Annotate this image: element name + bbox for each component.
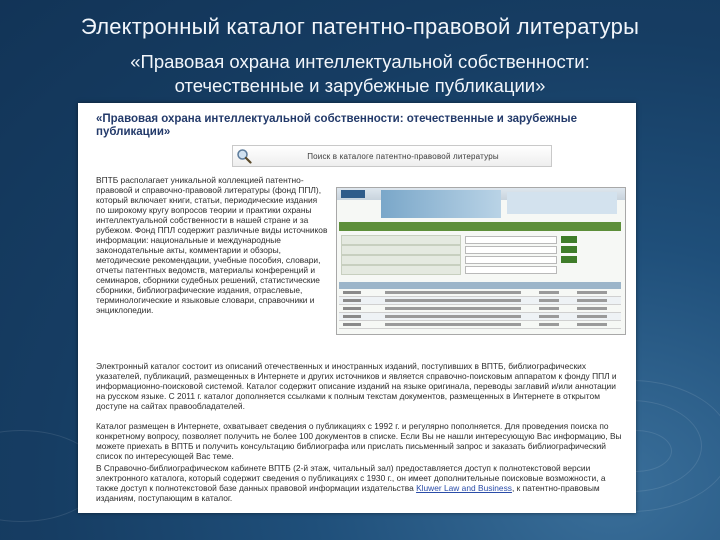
- thumbnail-table-row: [339, 321, 621, 329]
- thumbnail-field: [465, 266, 557, 274]
- thumbnail-field: [465, 236, 557, 244]
- catalog-search-bar[interactable]: [232, 145, 552, 167]
- thumbnail-form-row: [341, 235, 461, 245]
- slide-subtitle-line1: «Правовая охрана интеллектуальной собственности:: [130, 51, 590, 72]
- thumbnail-button: [561, 246, 577, 253]
- thumbnail-nav-bar: [339, 222, 621, 231]
- slide-subtitle: [0, 50, 720, 98]
- kluwer-link[interactable]: Kluwer Law and Business: [416, 483, 512, 493]
- catalog-access-paragraph: Каталог размещен в Интернете, охватывает сведения о публикациях с 1992 г. и регулярно пополняется. Для проведения поиска по конкретному вопросу, позволяет получить не более 100 документов в списке. Если Вы не нашли интересующую Вас информацию, Вы можете приехать в ВПТБ и получить консультацию библиографа или прислать письменный запрос и заказать библиографический список по интересующей Вас теме.: [96, 421, 622, 461]
- search-bar-label: Поиск в каталоге патентно-правовой литературы: [307, 151, 499, 161]
- catalog-webpage-thumbnail: [336, 187, 626, 335]
- thumbnail-banner-right: [507, 192, 617, 214]
- thumbnail-table-row: [339, 313, 621, 321]
- reference-room-text-end: , к патентно-правовым изданиям, поступающим в каталог.: [96, 483, 600, 503]
- thumbnail-form-row: [341, 255, 461, 265]
- thumbnail-logo: [341, 190, 365, 198]
- thumbnail-table-row: [339, 305, 621, 313]
- thumbnail-table-row: [339, 297, 621, 305]
- thumbnail-field: [465, 246, 557, 254]
- thumbnail-field: [465, 256, 557, 264]
- thumbnail-banner: [381, 190, 501, 218]
- thumbnail-table-header: [339, 282, 621, 289]
- slide-subtitle-line2: отечественные и зарубежные публикации»: [174, 75, 546, 96]
- intro-paragraph: ВПТБ располагает уникальной коллекцией патентно-правовой и справочно-правовой литературы (фонд ППЛ), который включает книги, статьи, периодические издания по широкому кругу вопросов теории и практики охраны интеллектуальной собственности в нашей стране и за рубежом. Фонд ППЛ содержит различные виды источников информации: национальные и международные законодательные акты, комментарии и обзоры, методические рекомендации, учебные пособия, словари, отчеты патентных ведомств, материалы конференций и семинаров, сборники судебных решений, статистические сборники, библиографические издания, отраслевые, терминологические и языковые словари, справочники и энциклопедии.: [96, 175, 328, 315]
- thumbnail-table-row: [339, 289, 621, 297]
- magnifier-icon: [233, 147, 255, 165]
- thumbnail-form-row: [341, 265, 461, 275]
- thumbnail-results-table: [339, 282, 621, 330]
- catalog-heading: «Правовая охрана интеллектуальной собственности: отечественные и зарубежные публикации»: [96, 113, 577, 138]
- thumbnail-button: [561, 236, 577, 243]
- reference-room-text: В Справочно-библиографическом кабинете ВПТБ (2-й этаж, читальный зал) предоставляется доступ к полнотекстовой версии электронного каталога, который содержит сведения о публикациях с 1930 г., он имеет дополнительные поисковые возможности, а также доступ к полнотекстовой базе данных правовой информации издательства: [96, 463, 606, 493]
- reference-room-paragraph: [96, 463, 624, 503]
- slide-title: Электронный каталог патентно-правовой литературы: [80, 14, 640, 39]
- thumbnail-button: [561, 256, 577, 263]
- catalog-screenshot: [78, 103, 636, 513]
- catalog-description-paragraph: Электронный каталог состоит из описаний отечественных и иностранных изданий, поступивших в ВПТБ, библиографических указателей, публикаций, размещенных в Интернете и других источников и является справочно-поисковым аппаратом к фонду ППЛ и информационно-поисковой системой. Каталог содержит описание изданий на языке оригинала, переводы заглавий и/или аннотации на русском языке. С 2011 г. каталог дополняется ссылками к полным текстам документов, размещенных в Интернете в открытом доступе на сайтах правообладателей.: [96, 361, 617, 411]
- thumbnail-form-row: [341, 245, 461, 255]
